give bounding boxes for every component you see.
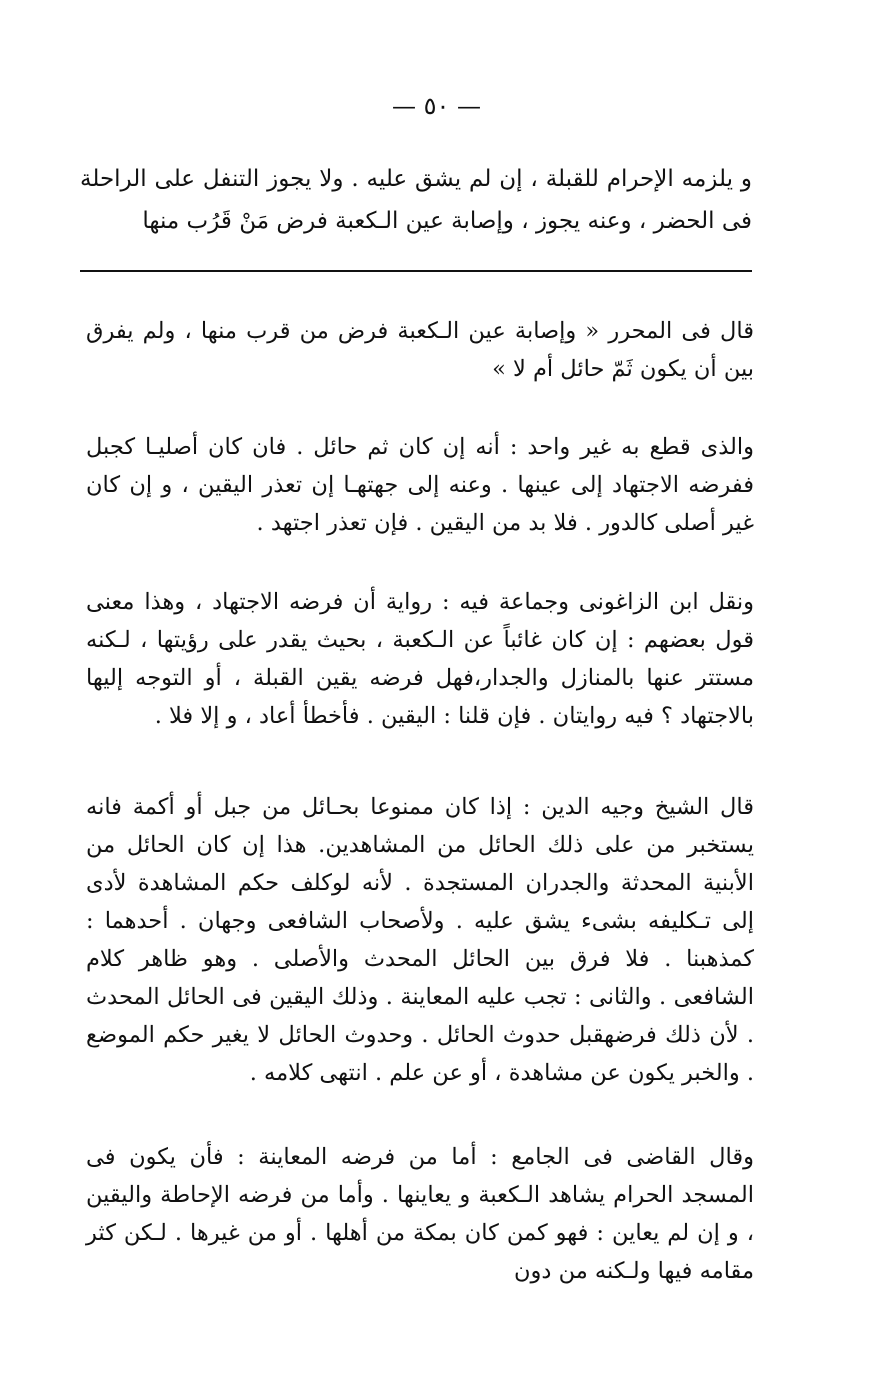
page-number: — ٥٠ —: [391, 92, 482, 120]
commentary-paragraph-4: قال الشيخ وجيه الدين : إذا كان ممنوعا بحـائل من جبل أو أكمة فانه يستخبر من على ذلك الحائل من المشاهدين. هذا إن كان الحائل من الأبنية المحدثة والجدران المستجدة . لأنه لوكلف حكم المشاهدة لأدى إلى تـكليفه بشىء يشق عليه . ولأصحاب الشافعى وجهان . أحدهما : كمذهبنا . فلا فرق بين الحائل المحدث والأصلى . وهو ظاهر كلام الشافعى . والثانى : تجب عليه المعاينة . وذلك اليقين فى الحائل المحدث . لأن ذلك فرضهقبل حدوث الحائل . وحدوث الحائل لا يغير حكم الموضع . والخبر يكون عن مشاهدة ، أو عن علم . انتهى كلامه .: [86, 794, 754, 1086]
commentary-paragraph-3: ونقل ابن الزاغونى وجماعة فيه : رواية أن فرضه الاجتهاد ، وهذا معنى قول بعضهم : إن كان غائباً عن الـكعبة ، بحيث يقدر على رؤيتها ، لـكنه مستتر عنها بالمنازل والجدار،فهل فرضه يقين القبلة ، أو التوجه إليها بالاجتهاد ؟ فيه روايتان . فإن قلنا : اليقين . فأخطأ أعاد ، و إلا فلا .: [86, 589, 754, 729]
commentary-paragraph-1: قال فى المحرر « وإصابة عين الـكعبة فرض من قرب منها ، ولم يفرق بين أن يكون ثَمّ حائل أم لا »: [86, 318, 754, 382]
divider-rule: [80, 270, 752, 272]
commentary-paragraph-2: والذى قطع به غير واحد : أنه إن كان ثم حائل . فان كان أصليـا كجبل ففرضه الاجتهاد إلى عينها . وعنه إلى جهتهـا إن تعذر اليقين ، و إن كان غير أصلى كالدور . فلا بد من اليقين . فإن تعذر اجتهد .: [86, 434, 754, 536]
matn-text: و يلزمه الإحرام للقبلة ، إن لم يشق عليه . ولا يجوز التنفل على الراحلة فى الحضر ، وعنه يجوز ، وإصابة عين الـكعبة فرض مَنْ قَرُب منها: [80, 166, 752, 234]
commentary-paragraph-5: وقال القاضى فى الجامع : أما من فرضه المعاينة : فأن يكون فى المسجد الحرام يشاهد الـكعبة و يعاينها . وأما من فرضه الإحاطة واليقين ، و إن لم يعاين : فهو كمن كان بمكة من أهلها . أو من غيرها . لـكن كثر مقامه فيها ولـكنه من دون: [86, 1144, 754, 1284]
